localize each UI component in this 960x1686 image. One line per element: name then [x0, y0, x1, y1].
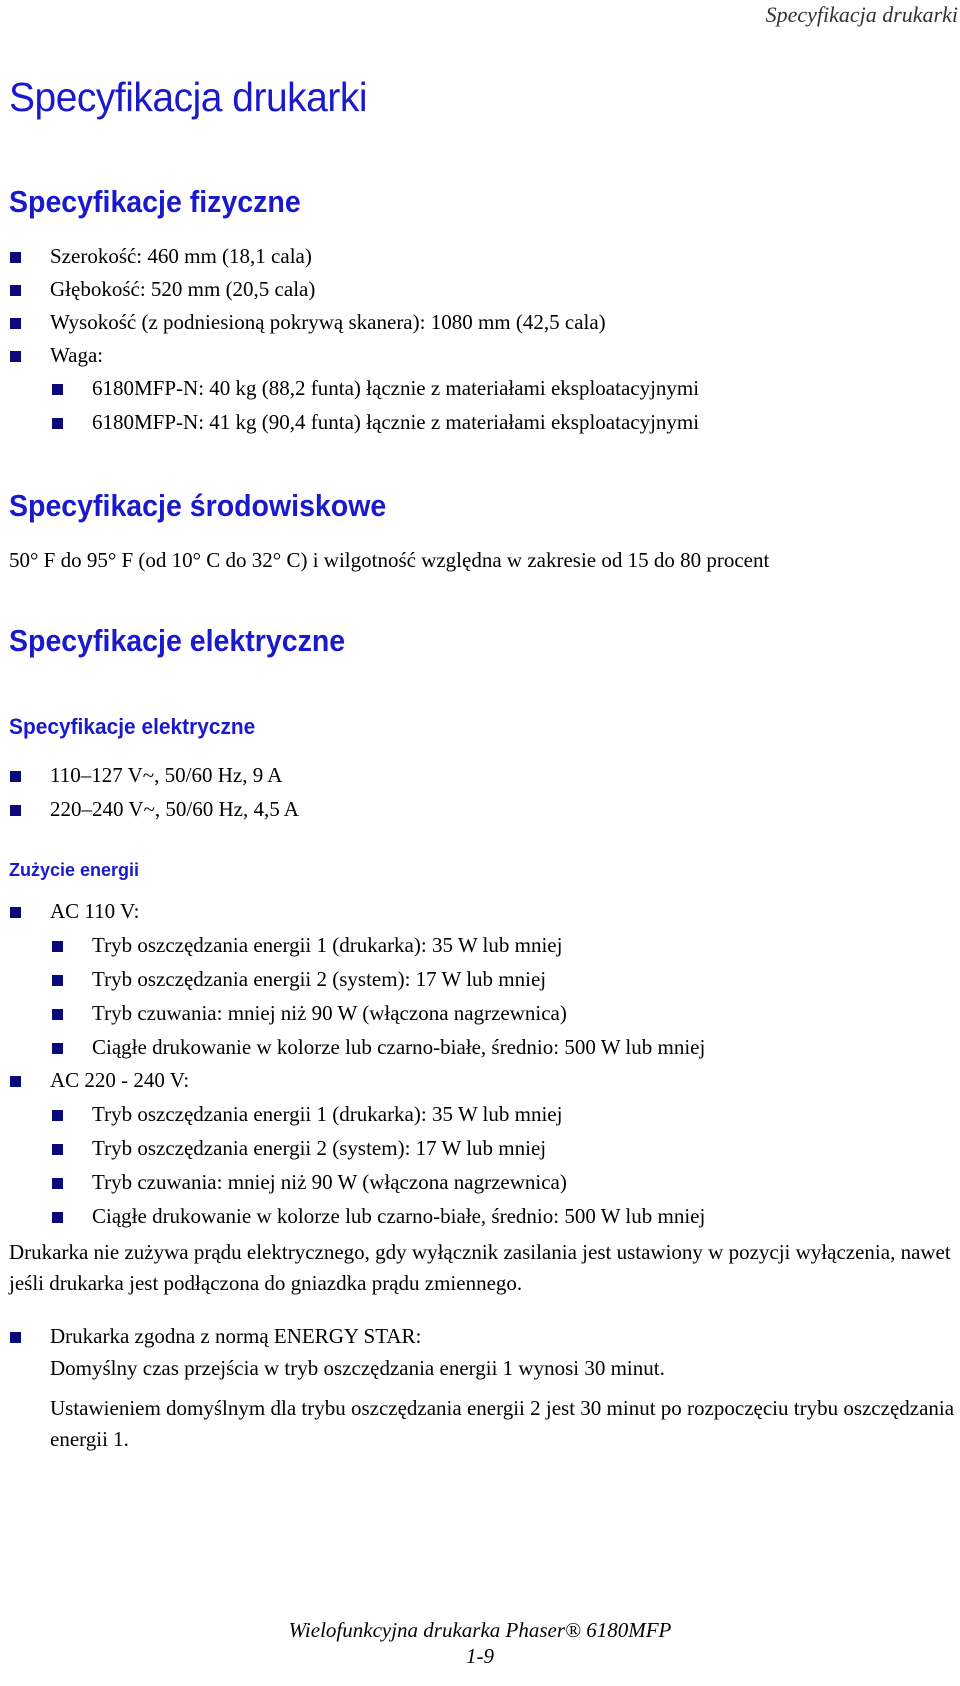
ac110-item: Tryb oszczędzania energii 1 (drukarka): 35 W lub mniej [92, 933, 563, 957]
environment-text: 50° F do 95° F (od 10° C do 32° C) i wilgotność względna w zakresie od 15 do 80 procent [9, 548, 770, 572]
bullet-icon [52, 1110, 63, 1121]
energy-star-paragraph: Domyślny czas przejścia w tryb oszczędzania energii 1 wynosi 30 minut. [50, 1356, 665, 1380]
bullet-icon [52, 1144, 63, 1155]
bullet-icon [52, 975, 63, 986]
bullet-icon [52, 418, 63, 429]
weight-item: 6180MFP-N: 40 kg (88,2 funta) łącznie z materiałami eksploatacyjnymi [92, 376, 700, 400]
weight-item: 6180MFP-N: 41 kg (90,4 funta) łącznie z materiałami eksploatacyjnymi [92, 410, 700, 434]
bullet-icon [10, 351, 21, 362]
ac110-item: Tryb oszczędzania energii 2 (system): 17 W lub mniej [92, 967, 547, 991]
physical-item: Wysokość (z podniesioną pokrywą skanera): 1080 mm (42,5 cala) [50, 310, 606, 334]
ac110-label: AC 110 V: [50, 899, 140, 923]
ac220-item: Tryb oszczędzania energii 1 (drukarka): 35 W lub mniej [92, 1102, 563, 1126]
bullet-icon [52, 384, 63, 395]
page-number: 1-9 [466, 1644, 494, 1668]
bullet-icon [10, 805, 21, 816]
electrical-item: 110–127 V~, 50/60 Hz, 9 A [50, 763, 283, 787]
bullet-icon [10, 318, 21, 329]
ac220-item: Tryb czuwania: mniej niż 90 W (włączona nagrzewnica) [92, 1170, 567, 1194]
page-title: Specyfikacja drukarki [9, 74, 368, 120]
bullet-icon [10, 252, 21, 263]
bullet-icon [52, 1178, 63, 1189]
physical-heading: Specyfikacje fizyczne [9, 184, 301, 219]
footer-product: Wielofunkcyjna drukarka Phaser® 6180MFP [288, 1618, 672, 1642]
environment-heading: Specyfikacje środowiskowe [9, 488, 387, 523]
running-header: Specyfikacja drukarki [765, 2, 958, 27]
bullet-icon [10, 771, 21, 782]
power-heading: Zużycie energii [9, 860, 140, 880]
electrical-heading: Specyfikacje elektryczne [9, 623, 346, 658]
bullet-icon [10, 1332, 21, 1343]
bullet-icon [10, 907, 21, 918]
energy-star-item: Drukarka zgodna z normą ENERGY STAR: [50, 1324, 422, 1348]
energy-star-paragraph: Ustawieniem domyślnym dla trybu oszczędzania energii 2 jest 30 minut po rozpoczęciu trybu oszczędzania energii 1. [50, 1396, 955, 1451]
bullet-icon [52, 1009, 63, 1020]
physical-item: Szerokość: 460 mm (18,1 cala) [50, 244, 312, 268]
bullet-icon [52, 1043, 63, 1054]
electrical-item: 220–240 V~, 50/60 Hz, 4,5 A [50, 797, 299, 821]
ac220-label: AC 220 - 240 V: [50, 1068, 190, 1092]
bullet-icon [10, 1076, 21, 1087]
power-note: Drukarka nie zużywa prądu elektrycznego, gdy wyłącznik zasilania jest ustawiony w pozycji wyłączenia, nawet jeśli drukarka jest podłączona do gniazdka prądu zmiennego. [9, 1240, 951, 1295]
ac110-item: Ciągłe drukowanie w kolorze lub czarno-białe, średnio: 500 W lub mniej [92, 1035, 706, 1059]
physical-item: Waga: [50, 343, 104, 367]
physical-item: Głębokość: 520 mm (20,5 cala) [50, 277, 316, 301]
electrical-subheading: Specyfikacje elektryczne [9, 714, 256, 739]
bullet-icon [10, 285, 21, 296]
ac110-item: Tryb czuwania: mniej niż 90 W (włączona nagrzewnica) [92, 1001, 567, 1025]
ac220-item: Tryb oszczędzania energii 2 (system): 17 W lub mniej [92, 1136, 547, 1160]
bullet-icon [52, 1212, 63, 1223]
ac220-item: Ciągłe drukowanie w kolorze lub czarno-białe, średnio: 500 W lub mniej [92, 1204, 706, 1228]
bullet-icon [52, 941, 63, 952]
